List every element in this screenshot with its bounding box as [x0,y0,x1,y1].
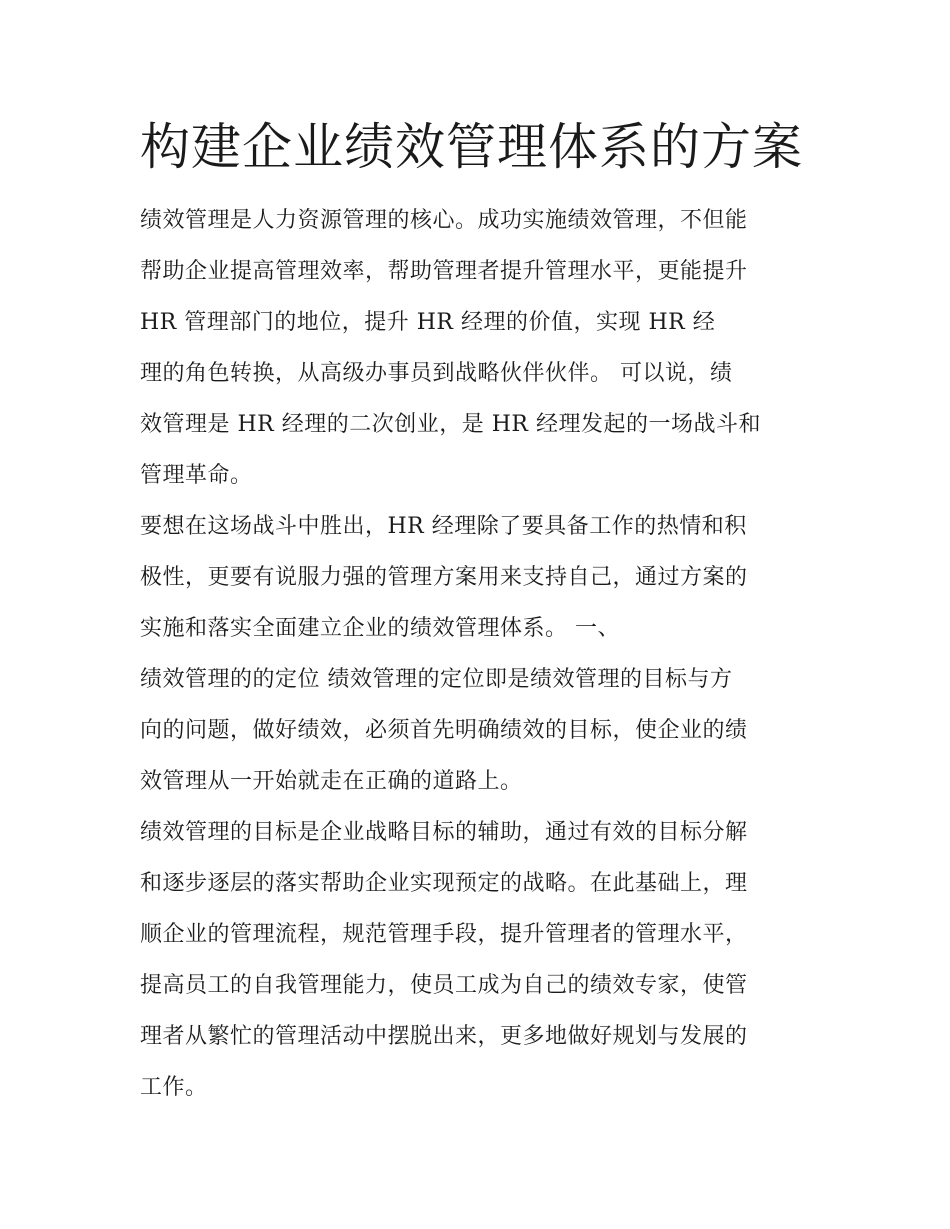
body-line: 要想在这场战斗中胜出，HR 经理除了要具备工作的热情和积 [140,514,747,539]
body-line: 绩效管理的的定位 绩效管理的定位即是绩效管理的目标与方 [140,667,733,692]
body-line: 绩效管理是人力资源管理的核心。成功实施绩效管理，不但能 [140,208,748,233]
body-line: 理的角色转换，从高级办事员到战略伙伴伙伴。 可以说，绩 [140,361,733,386]
body-line: 工作。 [140,1075,208,1100]
body-line: 顺企业的管理流程，规范管理手段，提升管理者的管理水平， [140,922,748,947]
body-line: 理者从繁忙的管理活动中摆脱出来，更多地做好规划与发展的 [140,1024,748,1049]
body-line: HR 管理部门的地位，提升 HR 经理的价值，实现 HR 经 [140,310,716,335]
document-title: 构建企业绩效管理体系的方案 [140,118,803,176]
body-line: 管理革命。 [140,463,253,488]
body-line: 提高员工的自我管理能力，使员工成为自己的绩效专家，使管 [140,973,748,998]
body-line: 绩效管理的目标是企业战略目标的辅助，通过有效的目标分解 [140,820,748,845]
body-line: 实施和落实全面建立企业的绩效管理体系。 一、 [140,616,620,641]
body-line: 极性，更要有说服力强的管理方案用来支持自己，通过方案的 [140,565,748,590]
body-line: 帮助企业提高管理效率，帮助管理者提升管理水平，更能提升 [140,259,748,284]
body-line: 效管理是 HR 经理的二次创业，是 HR 经理发起的一场战斗和 [140,412,761,437]
body-line: 和逐步逐层的落实帮助企业实现预定的战略。在此基础上，理 [140,871,748,896]
body-line: 效管理从一开始就走在正确的道路上。 [140,769,523,794]
body-line: 向的问题，做好绩效，必须首先明确绩效的目标，使企业的绩 [140,718,748,743]
